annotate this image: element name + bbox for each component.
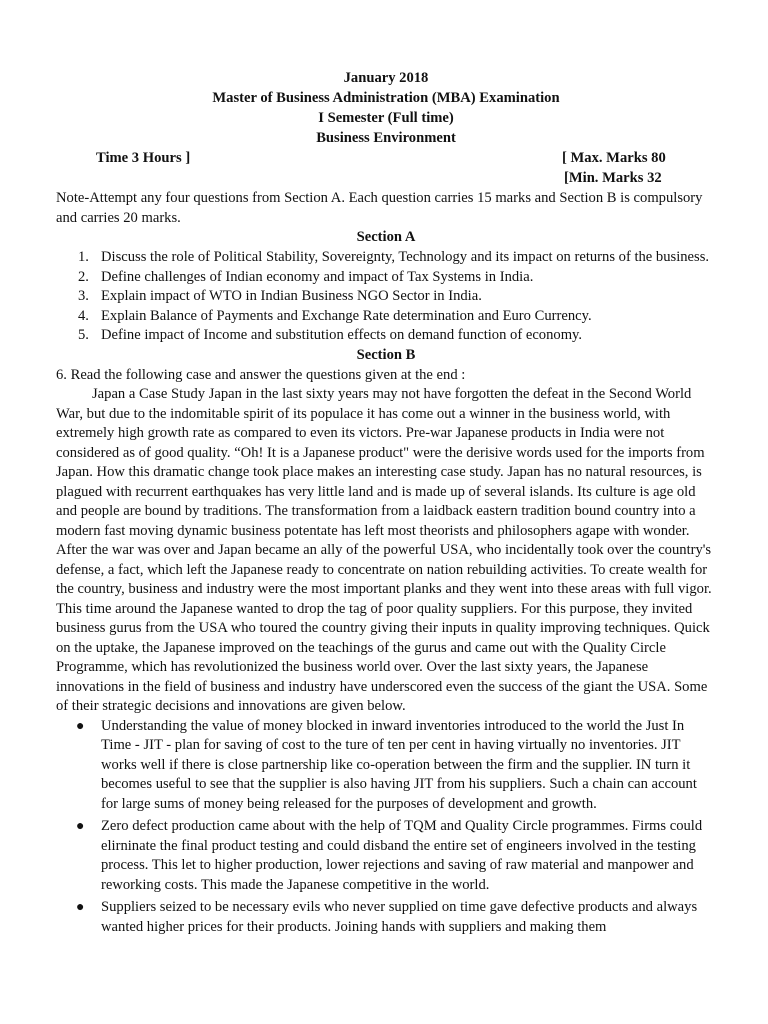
subject-title: Business Environment — [316, 130, 456, 146]
list-item — [56, 717, 716, 815]
section-a-questions — [56, 248, 716, 346]
section-a-title: Section A — [356, 229, 416, 245]
exam-title: Master of Business Administration (MBA) Examination — [212, 90, 560, 106]
time-allowed: Time 3 Hours ] — [96, 150, 191, 166]
min-marks-row — [56, 169, 716, 189]
question-number: 4. — [78, 307, 89, 324]
exam-date: January 2018 — [343, 70, 429, 86]
bullet-icon: ● — [76, 900, 85, 915]
strategy-list — [56, 717, 716, 938]
list-item-text: Understanding the value of money blocked in inward inventories introduced to the world the Just In Time - JIT - plan for saving of cost to the ture of ten per cent in having virtually no inventories. JIT works well if there is close partnership like co-operation between the firm and the supplier. IN turn it becomes useful to see that the supplier is also having JIT from his suppliers. Such a chain can account for large sums of money being released for the purposes of development and growth. — [101, 717, 697, 812]
question-number: 3. — [78, 288, 89, 304]
list-item — [56, 898, 716, 937]
bullet-icon: ● — [76, 718, 85, 734]
list-item — [56, 817, 716, 895]
exam-page — [56, 69, 716, 940]
question-item — [56, 268, 716, 288]
question-item — [56, 326, 716, 346]
section-b-title: Section B — [356, 346, 416, 363]
question-text: Explain impact of WTO in Indian Business NGO Sector in India. — [101, 288, 482, 304]
question-text: Discuss the role of Political Stability, Sovereignty, Technology and its impact on returns of the business. — [101, 249, 710, 265]
semester-line: I Semester (Full time) — [318, 110, 454, 126]
bullet-icon: ● — [76, 819, 85, 834]
question-item — [56, 307, 716, 327]
case-intro: 6. Read the following case and answer the questions given at the end : — [56, 366, 466, 383]
question-number: 5. — [78, 327, 89, 343]
min-marks: [Min. Marks 32 — [564, 170, 662, 186]
question-number: 2. — [78, 268, 89, 285]
exam-note: Note-Attempt any four questions from Section A. Each question carries 15 marks and Section B is compulsory and carries 20 marks. — [56, 190, 703, 226]
max-marks: [ Max. Marks 80 — [562, 150, 666, 166]
case-study-text: Japan a Case Study Japan in the last sixty years may not have forgotten the defeat in the Second World War, but due to the indomitable spirit of its populace it has come out a winner in the business world, with extremely high growth rate as compared to even its victors. Pre-war Japanese products in India were not considered as of good quality. “Oh! It is a Japanese product" were the derisive words used for the imports from Japan. How this dramatic change took place makes an interesting case study. Japan has no natural resources, is plagued with recurrent earthquakes has very little land and is made up of several islands. Its culture is age old and people are bound by traditions. The transformation from a laidback eastern tradition bound country into a modern fast moving dynamic business potentate has left most theorists and philosophers agape with wonder. After the war was over and Japan became an ally of the powerful USA, who incidentally took over the country's defense, a fact, which left the Japanese ready to concentrate on nation rebuilding activities. To create wealth for the country, business and industry were the most important planks and they went into these areas with full vigor. This time around the Japanese wanted to drop the tag of poor quality suppliers. For this purpose, they invited business gurus from the USA who toured the country giving their inputs in quality improving techniques. Quick on the uptake, the Japanese improved on the teachings of the gurus and came out with the Quality Circle Programme, which has revolutionized the business world over. Over the last sixty years, the Japanese innovations in the field of business and industry have underscored even the success of the giant the USA. Some of their strategic decisions and innovations are given below. — [56, 386, 712, 714]
list-item-text: Suppliers seized to be necessary evils who never supplied on time gave defective products and always wanted higher prices for their products. Joining hands with suppliers and making them — [101, 899, 698, 935]
time-marks-row — [56, 149, 716, 169]
question-item — [56, 287, 716, 307]
question-text: Define challenges of Indian economy and impact of Tax Systems in India. — [101, 268, 534, 285]
question-text: Define impact of Income and substitution effects on demand function of economy. — [101, 327, 583, 343]
question-number: 1. — [78, 249, 89, 265]
question-text: Explain Balance of Payments and Exchange Rate determination and Euro Currency. — [101, 307, 592, 324]
list-item-text: Zero defect production came about with the help of TQM and Quality Circle programmes. Firms could elirninate the final product testing and could disband the entire set of engineers involved in the testing process. This let to higher production, lower rejections and saving of raw material and manpower and reworking costs. This made the Japanese competitive in the world. — [101, 818, 703, 893]
question-item — [56, 248, 716, 268]
